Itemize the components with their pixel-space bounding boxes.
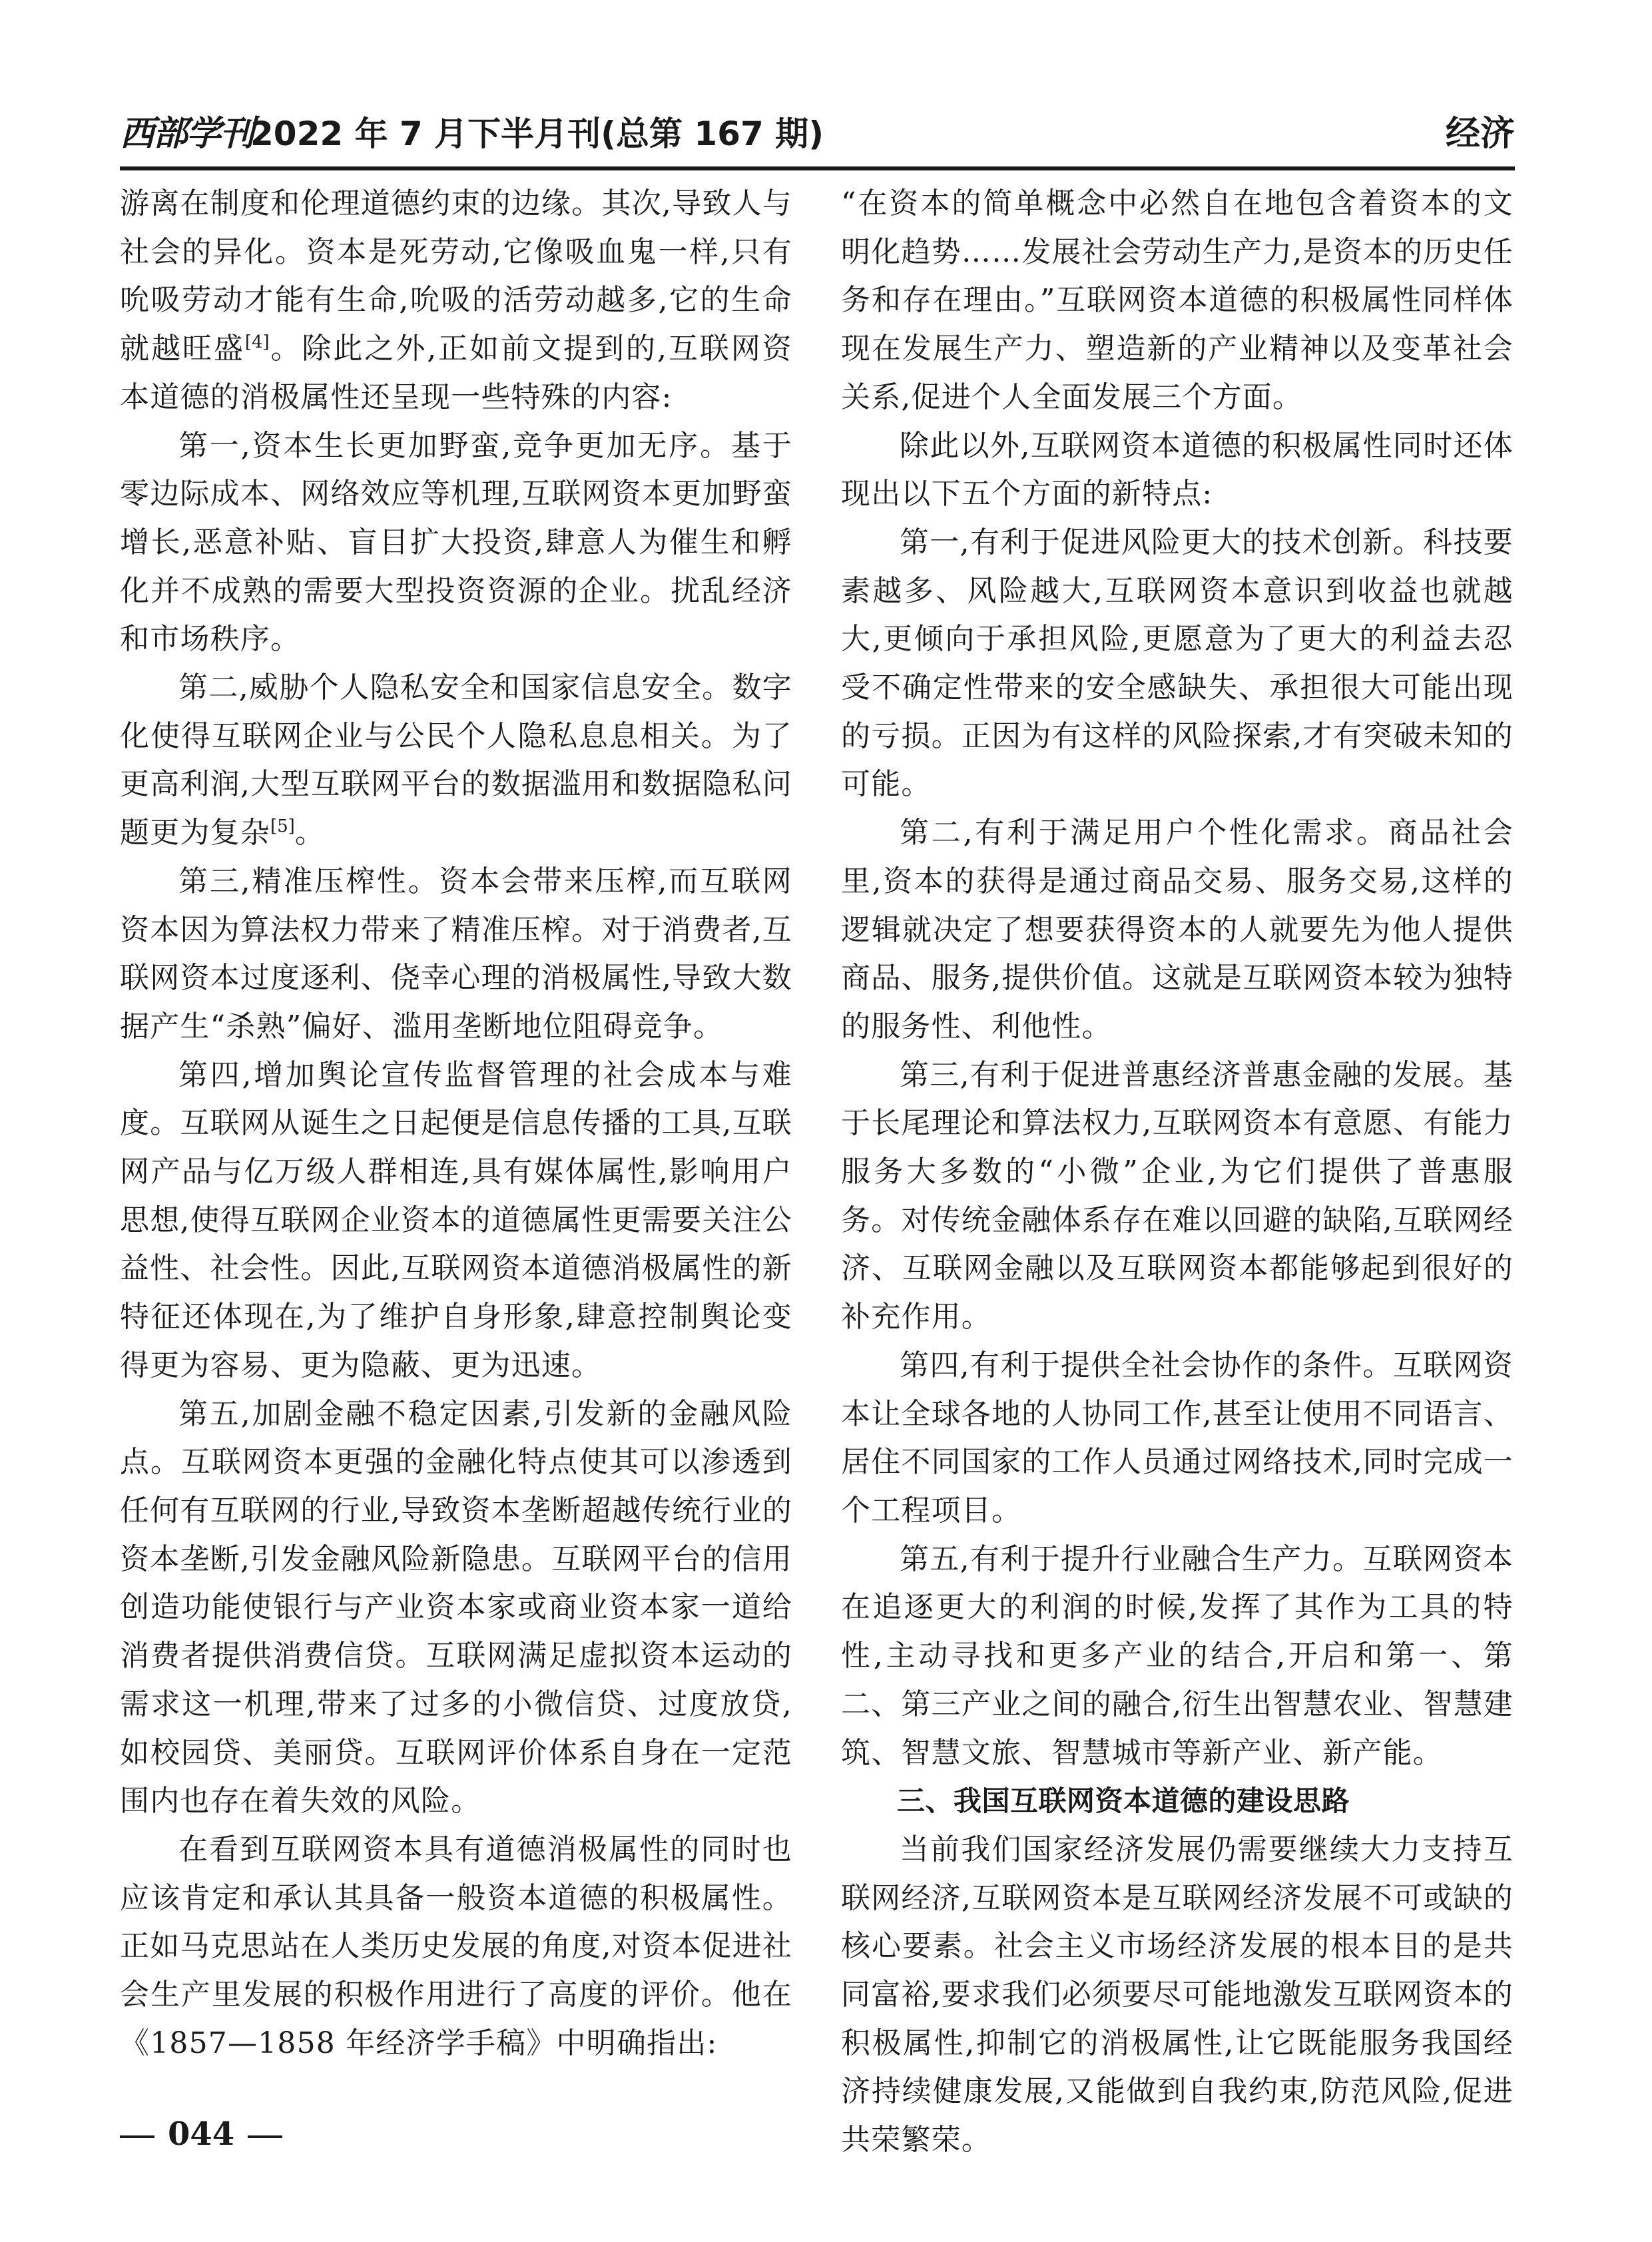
paragraph: 第五,加剧金融不稳定因素,引发新的金融风险点。互联网资本更强的金融化特点使其可以渗透到任何有互联网的行业,导致资本垄断超越传统行业的资本垄断,引发金融风险新隐患。互联网平台的信用创造功能使银行与产业资本家或商业资本家一道给消费者提供消费信贷。互联网满足虚拟资本运动的需求这一机理,带来了过多的小微信贷、过度放贷,如校园贷、美丽贷。互联网评价体系自身在一定范围内也存在着失效的风险。 bbox=[120, 1396, 792, 1819]
paragraph: 第四,增加舆论宣传监督管理的社会成本与难度。互联网从诞生之日起便是信息传播的工具,互联网产品与亿万级人群相连,具有媒体属性,影响用户思想,使得互联网企业资本的道德属性更需要关注公益性、社会性。因此,互联网资本道德消极属性的新特征还体现在,为了维护自身形象,肆意控制舆论变得更为容易、更为隐蔽、更为迅速。 bbox=[120, 1057, 792, 1382]
paragraph: 在看到互联网资本具有道德消极属性的同时也应该肯定和承认其具备一般资本道德的积极属性。正如马克思站在人类历史发展的角度,对资本促进社会生产里发展的积极作用进行了高度的评价。他在《1857—1858 年经济学手稿》中明确指出: bbox=[120, 1832, 792, 2060]
header-rule bbox=[120, 166, 1515, 170]
paragraph: 游离在制度和伦理道德约束的边缘。其次,导致人与社会的异化。资本是死劳动,它像吸血鬼一样,只有吮吸劳动才能有生命,吮吸的活劳动越多,它的生命就越旺盛[4]。除此之外,正如前文提到的,互联网资本道德的消极属性还呈现一些特殊的内容: bbox=[120, 186, 792, 414]
page-number: 044 bbox=[168, 2115, 235, 2153]
footer-dash-left bbox=[120, 2135, 154, 2138]
issue-info: 2022 年 7 月下半月刊(总第 167 期) bbox=[250, 115, 824, 153]
citation-ref: [5] bbox=[270, 816, 295, 837]
paragraph: 第二,威胁个人隐私安全和国家信息安全。数字化使得互联网企业与公民个人隐私息息相关。为了更高利润,大型互联网平台的数据滥用和数据隐私问题更为复杂[5]。 bbox=[120, 671, 792, 850]
paragraph: 第一,资本生长更加野蛮,竞争更加无序。基于零边际成本、网络效应等机理,互联网资本更加野蛮增长,恶意补贴、盲目扩大投资,肆意人为催生和孵化并不成熟的需要大型投资资源的企业。扰乱经济和市场秩序。 bbox=[120, 428, 792, 657]
footer-dash-right bbox=[248, 2135, 282, 2138]
paragraph: 第四,有利于提供全社会协作的条件。互联网资本让全球各地的人协同工作,甚至让使用不同语言、居住不同国家的工作人员通过网络技术,同时完成一个工程项目。 bbox=[841, 1348, 1514, 1528]
paragraph: 第二,有利于满足用户个性化需求。商品社会里,资本的获得是通过商品交易、服务交易,这样的逻辑就决定了想要获得资本的人就要先为他人提供商品、服务,提供价值。这就是互联网资本较为独特的服务性、利他性。 bbox=[841, 816, 1514, 1043]
left-column bbox=[120, 180, 792, 2060]
paragraph: 除此以外,互联网资本道德的积极属性同时还体现出以下五个方面的新特点: bbox=[841, 428, 1514, 511]
citation-ref: [4] bbox=[244, 332, 270, 353]
section-label: 经济 bbox=[1445, 114, 1515, 154]
page-footer bbox=[120, 2111, 282, 2157]
paragraph: 第一,有利于促进风险更大的技术创新。科技要素越多、风险越大,互联网资本意识到收益也就越大,更倾向于承担风险,更愿意为了更大的利益去忍受不确定性带来的安全感缺失、承担很大可能出现的亏损。正因为有这样的风险探索,才有突破未知的可能。 bbox=[841, 525, 1514, 802]
paragraph: 当前我们国家经济发展仍需要继续大力支持互联网经济,互联网资本是互联网经济发展不可或缺的核心要素。社会主义市场经济发展的根本目的是共同富裕,要求我们必须要尽可能地激发互联网资本的积极属性,抑制它的消极属性,让它既能服务我国经济持续健康发展,又能做到自我约束,防范风险,促进共荣繁荣。 bbox=[841, 1832, 1514, 2157]
journal-masthead-logo: 西部学刊 bbox=[120, 113, 254, 154]
right-column bbox=[841, 180, 1514, 2157]
paragraph: 第三,精准压榨性。资本会带来压榨,而互联网资本因为算法权力带来了精准压榨。对于消费者,互联网资本过度逐利、侥幸心理的消极属性,导致大数据产生“杀熟”偏好、滥用垄断地位阻碍竞争。 bbox=[120, 864, 792, 1043]
paragraph: 第三,有利于促进普惠经济普惠金融的发展。基于长尾理论和算法权力,互联网资本有意愿、有能力服务大多数的“小微”企业,为它们提供了普惠服务。对传统金融体系存在难以回避的缺陷,互联网经济、互联网金融以及互联网资本都能够起到很好的补充作用。 bbox=[841, 1057, 1514, 1334]
paragraph: 第五,有利于提升行业融合生产力。互联网资本在追逐更大的利润的时候,发挥了其作为工具的特性,主动寻找和更多产业的结合,开启和第一、第二、第三产业之间的融合,衍生出智慧农业、智慧建筑、智慧文旅、智慧城市等新产业、新产能。 bbox=[841, 1541, 1514, 1770]
paragraph: “在资本的简单概念中必然自在地包含着资本的文明化趋势……发展社会劳动生产力,是资本的历史任务和存在理由。”互联网资本道德的积极属性同样体现在发展生产力、塑造新的产业精神以及变革社会关系,促进个人全面发展三个方面。 bbox=[841, 186, 1514, 414]
section-heading: 三、我国互联网资本道德的建设思路 bbox=[897, 1785, 1350, 1818]
running-header bbox=[120, 111, 1515, 164]
